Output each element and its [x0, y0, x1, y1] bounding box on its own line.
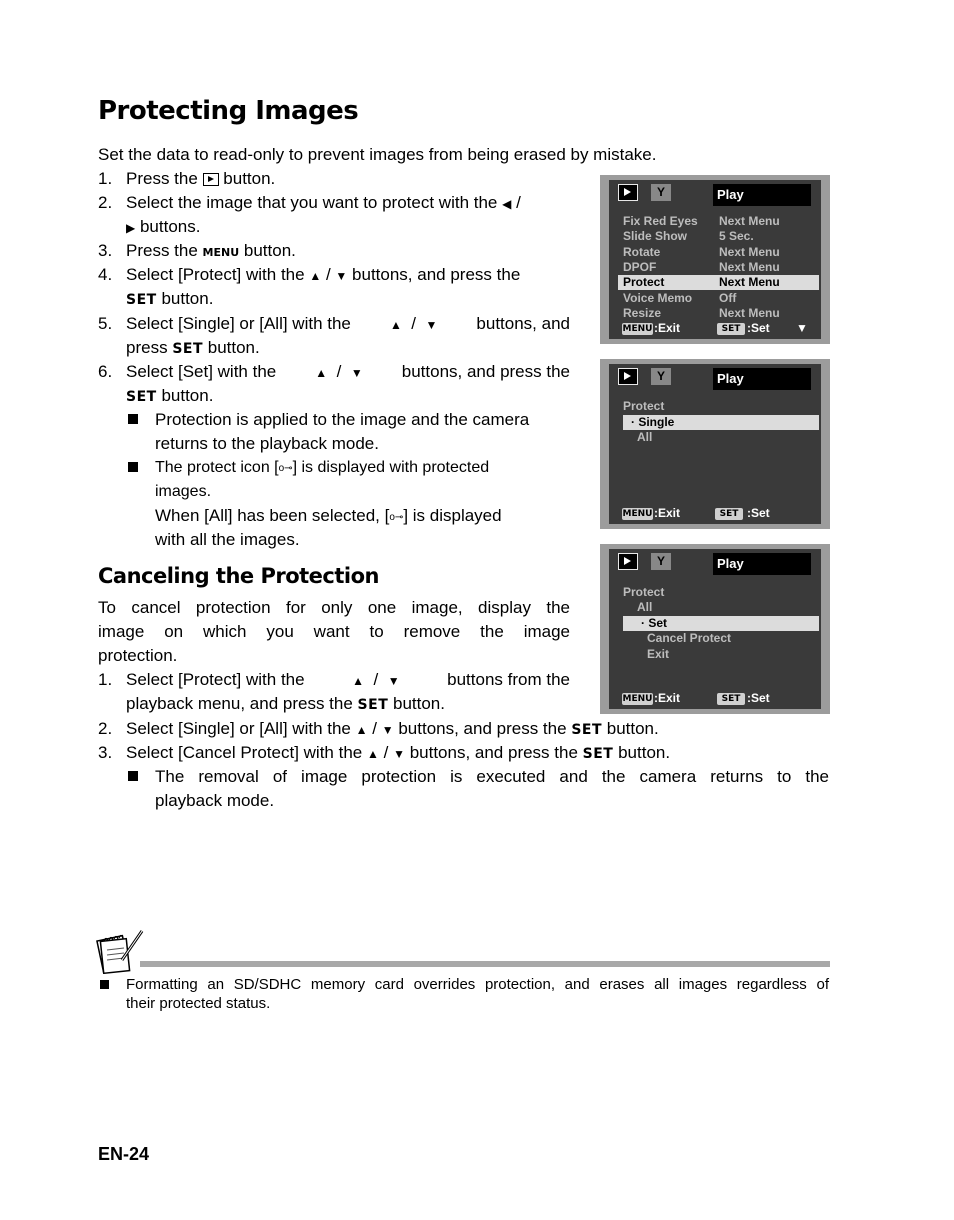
up-arrow-icon: ▲	[389, 318, 402, 332]
bullet-text: playback mode.	[155, 791, 275, 810]
step-text: Select [Cancel Protect] with the	[126, 743, 363, 762]
step-text: button.	[207, 338, 260, 357]
step-text: buttons, and press the	[352, 265, 521, 284]
tab-play-label: Play	[713, 184, 811, 206]
camera-screen-play-menu	[600, 175, 830, 344]
step-number: 2.	[98, 193, 113, 212]
menu-row-value: Next Menu	[719, 214, 780, 228]
bullet-text: images.	[155, 483, 212, 500]
bullet-text	[155, 456, 570, 481]
right-arrow-icon: ▶	[126, 221, 136, 235]
menu-key-label: MENU	[622, 324, 653, 334]
tab-bar	[609, 180, 821, 206]
step-text: /	[411, 314, 417, 333]
step-number: 1.	[98, 670, 113, 689]
setup-wrench-icon: Y	[651, 553, 671, 570]
cancel-paragraph: protection.	[98, 646, 178, 665]
note-text: Formatting an SD/SDHC memory card overrides protection, and erases all images regardless of	[126, 976, 829, 993]
set-button-label: SET	[126, 389, 157, 405]
set-label: :Set	[747, 691, 770, 705]
down-arrow-icon: ▼	[425, 318, 438, 332]
down-arrow-icon: ▼	[387, 674, 400, 688]
step-number: 6.	[98, 362, 113, 381]
step-text: buttons from the	[447, 670, 570, 689]
step-text: button.	[618, 743, 671, 762]
step-text: Select [Single] or [All] with the	[126, 719, 351, 738]
left-arrow-icon: ◀	[502, 197, 512, 211]
down-arrow-icon: ▼	[335, 269, 348, 283]
tab-bar	[609, 549, 821, 575]
menu-row-selected	[618, 275, 819, 290]
step-text: /	[336, 362, 342, 381]
step-text: playback menu, and press the	[126, 694, 353, 713]
cancel-paragraph: To cancel protection for only one image, display the	[98, 598, 570, 617]
menu-row-label: All	[637, 600, 653, 614]
menu-row-label: DPOF	[623, 260, 657, 274]
up-arrow-icon: ▲	[355, 723, 368, 737]
note-text: their protected status.	[126, 995, 271, 1012]
menu-row	[609, 430, 821, 445]
menu-row-value: Next Menu	[719, 275, 780, 289]
step-3	[126, 239, 296, 265]
up-arrow-icon: ▲	[309, 269, 322, 283]
step-text: Press the	[126, 241, 198, 260]
step-number: 4.	[98, 265, 113, 284]
menu-header	[609, 585, 821, 600]
note-divider	[140, 961, 830, 967]
cancel-step-1-cont	[126, 692, 445, 717]
menu-row	[609, 260, 821, 275]
cancel-step-3	[126, 741, 670, 766]
menu-row-value: 5 Sec.	[719, 229, 754, 243]
step-text: /	[325, 265, 331, 284]
step-text: buttons, and press the	[398, 719, 567, 738]
step-number: 1.	[98, 169, 113, 188]
set-label: :Set	[747, 321, 770, 335]
note-pad-icon	[96, 928, 146, 974]
screen-footer	[609, 504, 821, 524]
exit-label: :Exit	[654, 321, 681, 335]
step-6	[126, 360, 570, 385]
step-text: Select [Protect] with the	[126, 670, 305, 689]
step-number: 3.	[98, 743, 113, 762]
menu-row	[609, 214, 821, 229]
page-title: Protecting Images	[98, 96, 359, 126]
protect-key-icon: o⊸	[389, 512, 404, 523]
step-text: /	[383, 743, 389, 762]
step-number: 2.	[98, 719, 113, 738]
step-4	[126, 263, 520, 288]
set-label: :Set	[747, 506, 770, 520]
exit-label: :Exit	[654, 506, 681, 520]
set-key-label: SET	[717, 323, 745, 335]
up-arrow-icon: ▲	[366, 747, 379, 761]
step-text: Select [Protect] with the	[126, 265, 305, 284]
menu-row-label: Protect	[623, 585, 665, 599]
menu-row	[609, 291, 821, 306]
set-key-label: SET	[715, 508, 743, 520]
tab-bar	[609, 364, 821, 390]
menu-row-label: Protect	[623, 399, 665, 413]
menu-row-selected	[623, 616, 819, 631]
menu-row	[609, 647, 821, 662]
bullet-text: returns to the playback mode.	[155, 434, 379, 453]
menu-row-label: All	[637, 430, 653, 444]
screen-footer	[609, 319, 821, 339]
bullet-text: The removal of image protection is executed and the camera returns to the	[155, 767, 829, 786]
set-button-label: SET	[126, 292, 157, 308]
menu-row-value: Off	[719, 291, 737, 305]
menu-row-label: Resize	[623, 306, 662, 320]
bullet-text-part: ] is displayed with protected	[292, 459, 490, 476]
menu-row-label: Exit	[647, 647, 670, 661]
menu-row-label: · Single	[631, 415, 675, 429]
menu-button-label: MENU	[202, 246, 240, 259]
setup-wrench-icon: Y	[651, 368, 671, 385]
bullet-text: Protection is applied to the image and the camera	[155, 410, 530, 429]
page-number: EN-24	[98, 1144, 150, 1164]
section-title: Canceling the Protection	[98, 564, 379, 588]
cancel-paragraph: image on which you want to remove the image	[98, 622, 570, 641]
step-text: button.	[606, 719, 659, 738]
step-1	[126, 167, 275, 191]
step-5-cont	[126, 336, 260, 361]
step-4-cont	[126, 287, 213, 312]
menu-row-label: Fix Red Eyes	[623, 214, 698, 228]
bullet-square	[128, 771, 138, 781]
set-button-label: SET	[357, 697, 389, 713]
screen-footer	[609, 689, 821, 709]
menu-key-label: MENU	[622, 509, 653, 519]
bullet-text-part: ] is displayed	[403, 506, 502, 525]
protect-key-icon: o⊸	[278, 463, 293, 474]
setup-wrench-icon: Y	[651, 184, 671, 201]
play-tab-icon	[618, 368, 638, 385]
step-number: 3.	[98, 241, 113, 260]
camera-screen-cancel-protect	[600, 544, 830, 714]
menu-row-label: Protect	[623, 275, 665, 289]
step-number: 5.	[98, 314, 113, 333]
bullet-square	[128, 414, 138, 424]
step-text: Press the	[126, 169, 198, 188]
up-arrow-icon: ▲	[352, 674, 365, 688]
down-arrow-icon: ▼	[350, 366, 363, 380]
menu-row-value: Next Menu	[719, 245, 780, 259]
step-text: buttons, and	[476, 314, 570, 333]
step-text: Select the image that you want to protect with the	[126, 193, 498, 212]
step-5	[126, 312, 570, 337]
step-6-cont	[126, 384, 213, 409]
set-key-label: SET	[717, 693, 745, 705]
step-text: buttons, and press the	[401, 362, 570, 381]
up-arrow-icon: ▲	[315, 366, 328, 380]
step-2-cont	[126, 215, 200, 240]
menu-row-label: Rotate	[623, 245, 661, 259]
step-text: /	[516, 193, 521, 212]
menu-row-label: · Set	[641, 616, 668, 630]
menu-row-label: Slide Show	[623, 229, 688, 243]
play-tab-icon	[618, 553, 638, 570]
tab-play-label: Play	[713, 553, 811, 575]
menu-row-label: Voice Memo	[623, 291, 693, 305]
step-text: button.	[223, 169, 276, 188]
menu-row	[609, 600, 821, 615]
bullet-text-part: When [All] has been selected, [	[155, 506, 390, 525]
cancel-step-2	[126, 717, 659, 742]
menu-row	[609, 229, 821, 244]
down-arrow-icon: ▼	[393, 747, 405, 761]
set-button-label: SET	[172, 341, 204, 357]
step-text: button.	[243, 241, 296, 260]
menu-row-selected	[623, 415, 819, 430]
bullet-square	[128, 462, 138, 472]
step-text: button.	[161, 386, 214, 405]
play-tab-icon	[618, 184, 638, 201]
step-2	[126, 191, 521, 216]
step-text: buttons.	[139, 217, 201, 236]
step-text: Select [Set] with the	[126, 362, 277, 381]
screen-display	[609, 364, 821, 524]
bullet-text: with all the images.	[155, 530, 300, 549]
cancel-step-1	[126, 668, 570, 693]
menu-row-value: Next Menu	[719, 306, 780, 320]
screen-display	[609, 549, 821, 709]
play-button-icon	[203, 173, 219, 186]
down-arrow-icon: ▼	[381, 723, 394, 737]
step-text: /	[373, 670, 379, 689]
exit-label: :Exit	[654, 691, 681, 705]
menu-key-label: MENU	[622, 694, 653, 704]
step-text: button.	[161, 289, 214, 308]
set-button-label: SET	[582, 746, 614, 762]
step-text: Select [Single] or [All] with the	[126, 314, 351, 333]
menu-row-label: Cancel Protect	[647, 631, 732, 645]
menu-header	[609, 399, 821, 414]
scroll-down-icon: ▼	[796, 321, 808, 335]
screen-display	[609, 180, 821, 339]
step-text: button.	[392, 694, 445, 713]
step-text: press	[126, 338, 168, 357]
bullet-square	[100, 980, 109, 989]
bullet-text-part: The protect icon [	[155, 459, 279, 476]
step-text: /	[372, 719, 377, 738]
camera-screen-protect	[600, 359, 830, 529]
menu-row	[609, 631, 821, 646]
intro-text: Set the data to read-only to prevent images from being erased by mistake.	[98, 145, 657, 164]
step-text: buttons, and press the	[409, 743, 578, 762]
menu-row	[609, 245, 821, 260]
bullet-text	[155, 504, 502, 530]
set-button-label: SET	[571, 722, 603, 738]
tab-play-label: Play	[713, 368, 811, 390]
menu-row-value: Next Menu	[719, 260, 780, 274]
